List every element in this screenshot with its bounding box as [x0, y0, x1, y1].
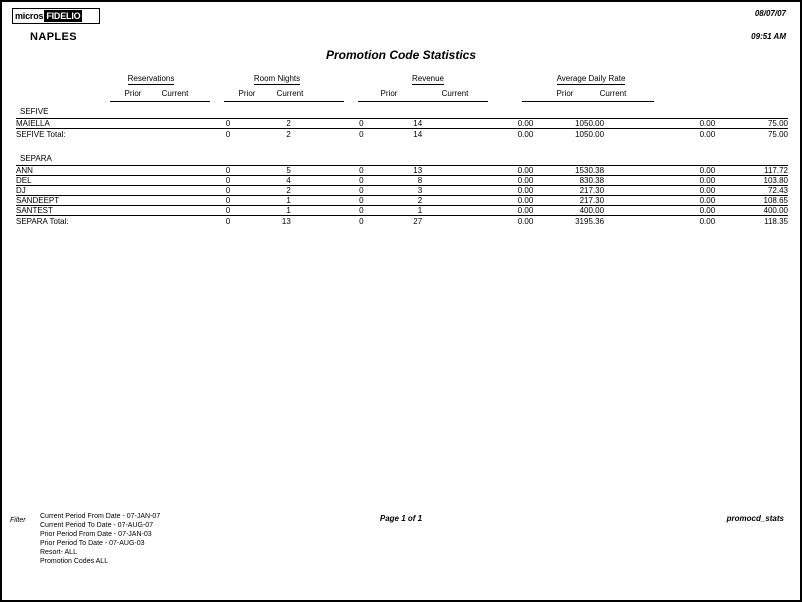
- row-nights-current: 8: [364, 176, 423, 186]
- subheader-reservations-current: Current: [161, 89, 189, 98]
- total-revenue-prior: 0.00: [517, 130, 534, 139]
- total-res-prior: 0: [225, 217, 231, 226]
- table-row: [16, 186, 788, 196]
- row-res-current: 2: [230, 119, 291, 129]
- group-label: SEFIVE: [20, 107, 49, 116]
- row-adr-current: 400.00: [715, 206, 788, 216]
- row-code: MAIELLA: [16, 119, 168, 129]
- column-group-average-daily-rate: Average Daily Rate: [556, 74, 626, 83]
- row-revenue-current: 400.00: [533, 206, 604, 216]
- group-label-row: [16, 152, 788, 166]
- row-code: DEL: [16, 176, 168, 186]
- row-adr-current: 103.80: [715, 176, 788, 186]
- row-res-current: 1: [230, 206, 291, 216]
- row-adr-prior: 0.00: [604, 176, 715, 186]
- row-adr-prior: 0.00: [604, 119, 715, 129]
- row-adr-prior: 0.00: [604, 196, 715, 206]
- row-revenue-prior: 0.00: [422, 176, 533, 186]
- table-row: [16, 206, 788, 216]
- table-row: [16, 176, 788, 186]
- row-code: SANDEEPT: [16, 196, 168, 206]
- row-res-prior: 0: [168, 206, 231, 216]
- report-date: 08/07/07: [754, 9, 786, 18]
- row-nights-current: 3: [364, 186, 423, 196]
- header-rule-adr: [522, 101, 654, 102]
- row-revenue-prior: 0.00: [422, 196, 533, 206]
- subheader-nights-current: Current: [276, 89, 304, 98]
- row-adr-prior: 0.00: [604, 206, 715, 216]
- header-rule-reservations: [110, 101, 210, 102]
- table-row: [16, 196, 788, 206]
- row-res-current: 5: [230, 166, 291, 176]
- row-res-current: 1: [230, 196, 291, 206]
- total-adr-current: 118.35: [764, 217, 788, 226]
- filter-label: Filter: [10, 517, 26, 524]
- total-label: SEFIVE Total:: [16, 130, 66, 139]
- total-nights-prior: 0: [359, 130, 364, 139]
- row-revenue-current: 830.38: [533, 176, 604, 186]
- row-revenue-current: 217.30: [533, 196, 604, 206]
- hotel-name: NAPLES: [30, 31, 78, 43]
- row-nights-prior: 0: [291, 176, 364, 186]
- micros-fidelio-logo: [12, 8, 100, 24]
- total-nights-current: 27: [413, 217, 423, 226]
- subheader-nights-prior: Prior: [238, 89, 256, 98]
- header-rule-room-nights: [224, 101, 344, 102]
- row-nights-prior: 0: [291, 196, 364, 206]
- row-res-prior: 0: [168, 119, 231, 129]
- total-nights-current: 14: [413, 130, 423, 139]
- logo-text-fidelio: FIDELIO: [46, 11, 81, 21]
- row-adr-current: 117.72: [715, 166, 788, 176]
- row-res-prior: 0: [168, 166, 231, 176]
- row-code: DJ: [16, 186, 168, 196]
- row-nights-current: 13: [364, 166, 423, 176]
- group-total-row: [16, 216, 788, 227]
- header-rule-revenue: [358, 101, 488, 102]
- page-title: Promotion Code Statistics: [325, 48, 477, 62]
- row-nights-current: 2: [364, 196, 423, 206]
- table-body: [16, 105, 788, 226]
- subheader-revenue-current: Current: [441, 89, 469, 98]
- row-nights-prior: 0: [291, 206, 364, 216]
- table-row: [16, 166, 788, 176]
- total-adr-prior: 0.00: [699, 130, 716, 139]
- row-nights-current: 1: [364, 206, 423, 216]
- subheader-reservations-prior: Prior: [124, 89, 142, 98]
- filter-line: Promotion Codes ALL: [40, 558, 109, 565]
- row-adr-current: 72.43: [715, 186, 788, 196]
- row-code: SANTEST: [16, 206, 168, 216]
- row-adr-prior: 0.00: [604, 166, 715, 176]
- row-revenue-prior: 0.00: [422, 186, 533, 196]
- total-revenue-prior: 0.00: [517, 217, 534, 226]
- total-adr-prior: 0.00: [699, 217, 716, 226]
- section-spacer: [16, 139, 788, 152]
- row-adr-current: 75.00: [715, 119, 788, 129]
- row-revenue-prior: 0.00: [422, 166, 533, 176]
- filter-line: Prior Period From Date - 07-JAN-03: [40, 531, 152, 538]
- column-group-revenue: Revenue: [411, 74, 445, 83]
- row-res-prior: 0: [168, 176, 231, 186]
- row-adr-current: 108.65: [715, 196, 788, 206]
- filter-line: Prior Period To Date - 07-AUG-03: [40, 540, 145, 547]
- page-number: Page 1 of 1: [379, 514, 423, 523]
- row-res-current: 4: [230, 176, 291, 186]
- total-label: SEPARA Total:: [16, 217, 69, 226]
- total-nights-prior: 0: [359, 217, 364, 226]
- total-revenue-current: 1050.00: [575, 130, 605, 139]
- row-revenue-prior: 0.00: [422, 119, 533, 129]
- report-id: promocd_stats: [726, 514, 784, 523]
- row-revenue-current: 1050.00: [533, 119, 604, 129]
- group-label: SEPARA: [20, 154, 52, 163]
- filter-line: Current Period To Date - 07-AUG-07: [40, 522, 154, 529]
- row-revenue-prior: 0.00: [422, 206, 533, 216]
- row-revenue-current: 1530.38: [533, 166, 604, 176]
- total-adr-current: 75.00: [767, 130, 788, 139]
- row-nights-prior: 0: [291, 186, 364, 196]
- column-group-room-nights: Room Nights: [253, 74, 301, 83]
- row-nights-prior: 0: [291, 119, 364, 129]
- statistics-table: [16, 105, 788, 226]
- filter-line: Current Period From Date - 07-JAN-07: [40, 513, 161, 520]
- row-res-prior: 0: [168, 186, 231, 196]
- group-total-row: [16, 129, 788, 140]
- filter-line: Resort- ALL: [40, 549, 77, 556]
- subheader-adr-prior: Prior: [556, 89, 574, 98]
- subheader-revenue-prior: Prior: [380, 89, 398, 98]
- total-res-prior: 0: [225, 130, 231, 139]
- report-time: 09:51 AM: [751, 32, 786, 41]
- total-res-current: 2: [286, 130, 291, 139]
- row-revenue-current: 217.30: [533, 186, 604, 196]
- row-res-prior: 0: [168, 196, 231, 206]
- table-row: [16, 119, 788, 129]
- total-revenue-current: 3195.36: [575, 217, 605, 226]
- logo-text-micros: micros: [15, 11, 44, 21]
- column-group-reservations: Reservations: [127, 74, 175, 83]
- row-nights-current: 14: [364, 119, 423, 129]
- total-res-current: 13: [281, 217, 291, 226]
- row-res-current: 2: [230, 186, 291, 196]
- row-adr-prior: 0.00: [604, 186, 715, 196]
- group-label-row: [16, 105, 788, 119]
- row-nights-prior: 0: [291, 166, 364, 176]
- row-code: ANN: [16, 166, 168, 176]
- subheader-adr-current: Current: [599, 89, 627, 98]
